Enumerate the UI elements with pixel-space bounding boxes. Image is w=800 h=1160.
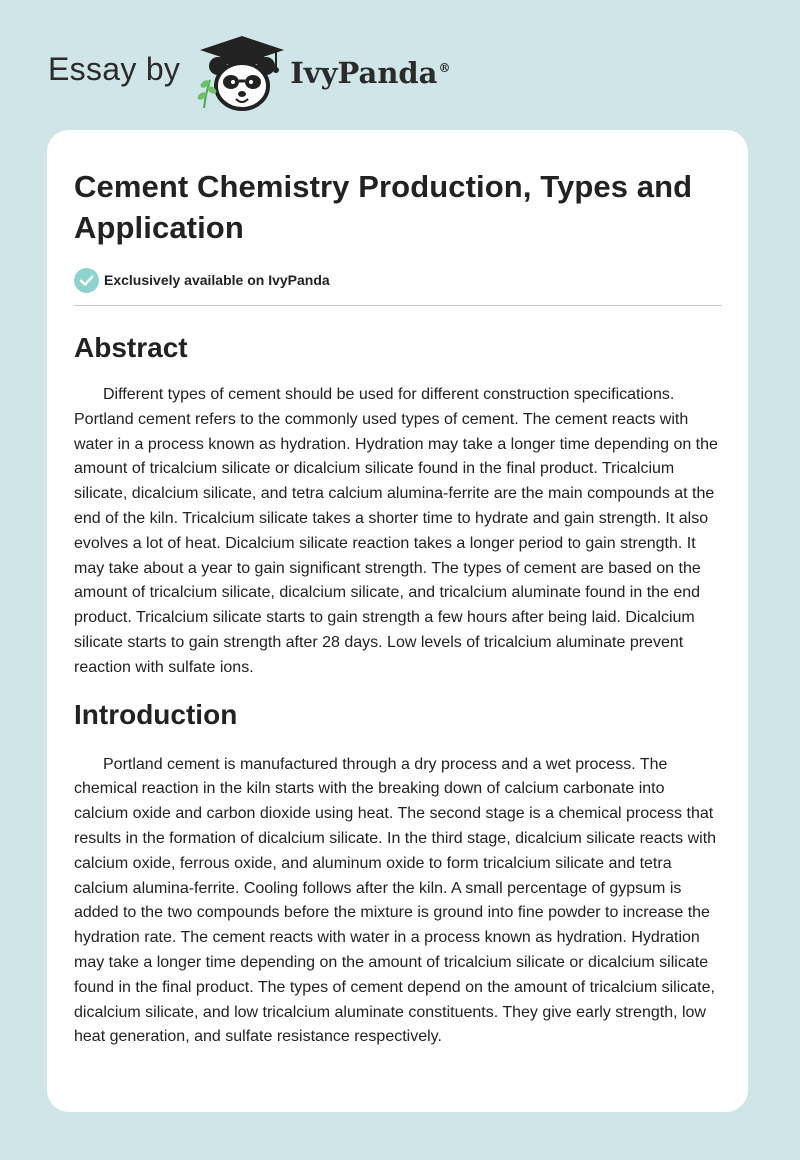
- title-divider: [74, 305, 722, 306]
- panda-graduate-logo-icon: [196, 34, 288, 114]
- exclusive-label: Exclusively available on IvyPanda: [104, 272, 330, 288]
- site-header-logo[interactable]: [48, 34, 450, 114]
- essay-title: Cement Chemistry Production, Types and Application: [74, 169, 693, 245]
- exclusive-badge: [74, 267, 722, 293]
- essay-card: [47, 130, 748, 1112]
- introduction-paragraph: Portland cement is manufactured through a dry process and a wet process. The chemical reaction in the kiln starts with the breaking down of calcium carbonate into calcium oxide and carbon dioxide using heat. The second stage is a chemical process that results in the formation of dicalcium silicate. In the third stage, dicalcium silicate reacts with calcium oxide, ferrous oxide, and aluminum oxide to form tricalcium silicate and tetra calcium alumina-ferrite. Cooling follows after the kiln. A small percentage of gypsum is added to the two compounds before the mixture is ground into fine powder to increase the hydration rate. The cement reacts with water in a process known as hydration. Hydration may take a longer time depending on the amount of tricalcium silicate or dicalcium silicate found in the final product. The types of cement depend on the amount of tricalcium silicate, dicalcium silicate, and low tricalcium aluminate constituents. They give early strength, low heat generation, and sulfate resistance respectively.: [74, 755, 717, 1046]
- registered-mark: ®: [438, 61, 451, 76]
- brand-prefix: Essay by: [48, 50, 181, 87]
- abstract-paragraph: Different types of cement should be used for different construction specifications. Portland cement refers to the commonly used types of cement. The cement reacts with water in a process known as hydration. Hydration may take a longer time depending on the amount of tricalcium silicate or dicalcium silicate found in the final product. Tricalcium silicate, dicalcium silicate, and tetra calcium alumina-ferrite are the main compounds at the end of the kiln. Tricalcium silicate takes a shorter time to hydrate and gain strength. It also evolves a lot of heat. Dicalcium silicate reaction takes a longer period to gain strength. It may take about a year to gain significant strength. The types of cement are based on the amount of tricalcium silicate, dicalcium silicate, and tricalcium aluminate found in the end product. Tricalcium silicate starts to gain strength a few hours after being laid. Dicalcium silicate starts to gain strength after 28 days. Low levels of tricalcium aluminate prevent reaction with sulfate ions.: [74, 386, 718, 676]
- abstract-heading: Abstract: [74, 332, 188, 363]
- introduction-heading: Introduction: [74, 698, 238, 730]
- brand-name-text: IvyPanda: [290, 56, 438, 90]
- brand-name: [290, 56, 450, 90]
- check-circle-icon: [74, 268, 99, 293]
